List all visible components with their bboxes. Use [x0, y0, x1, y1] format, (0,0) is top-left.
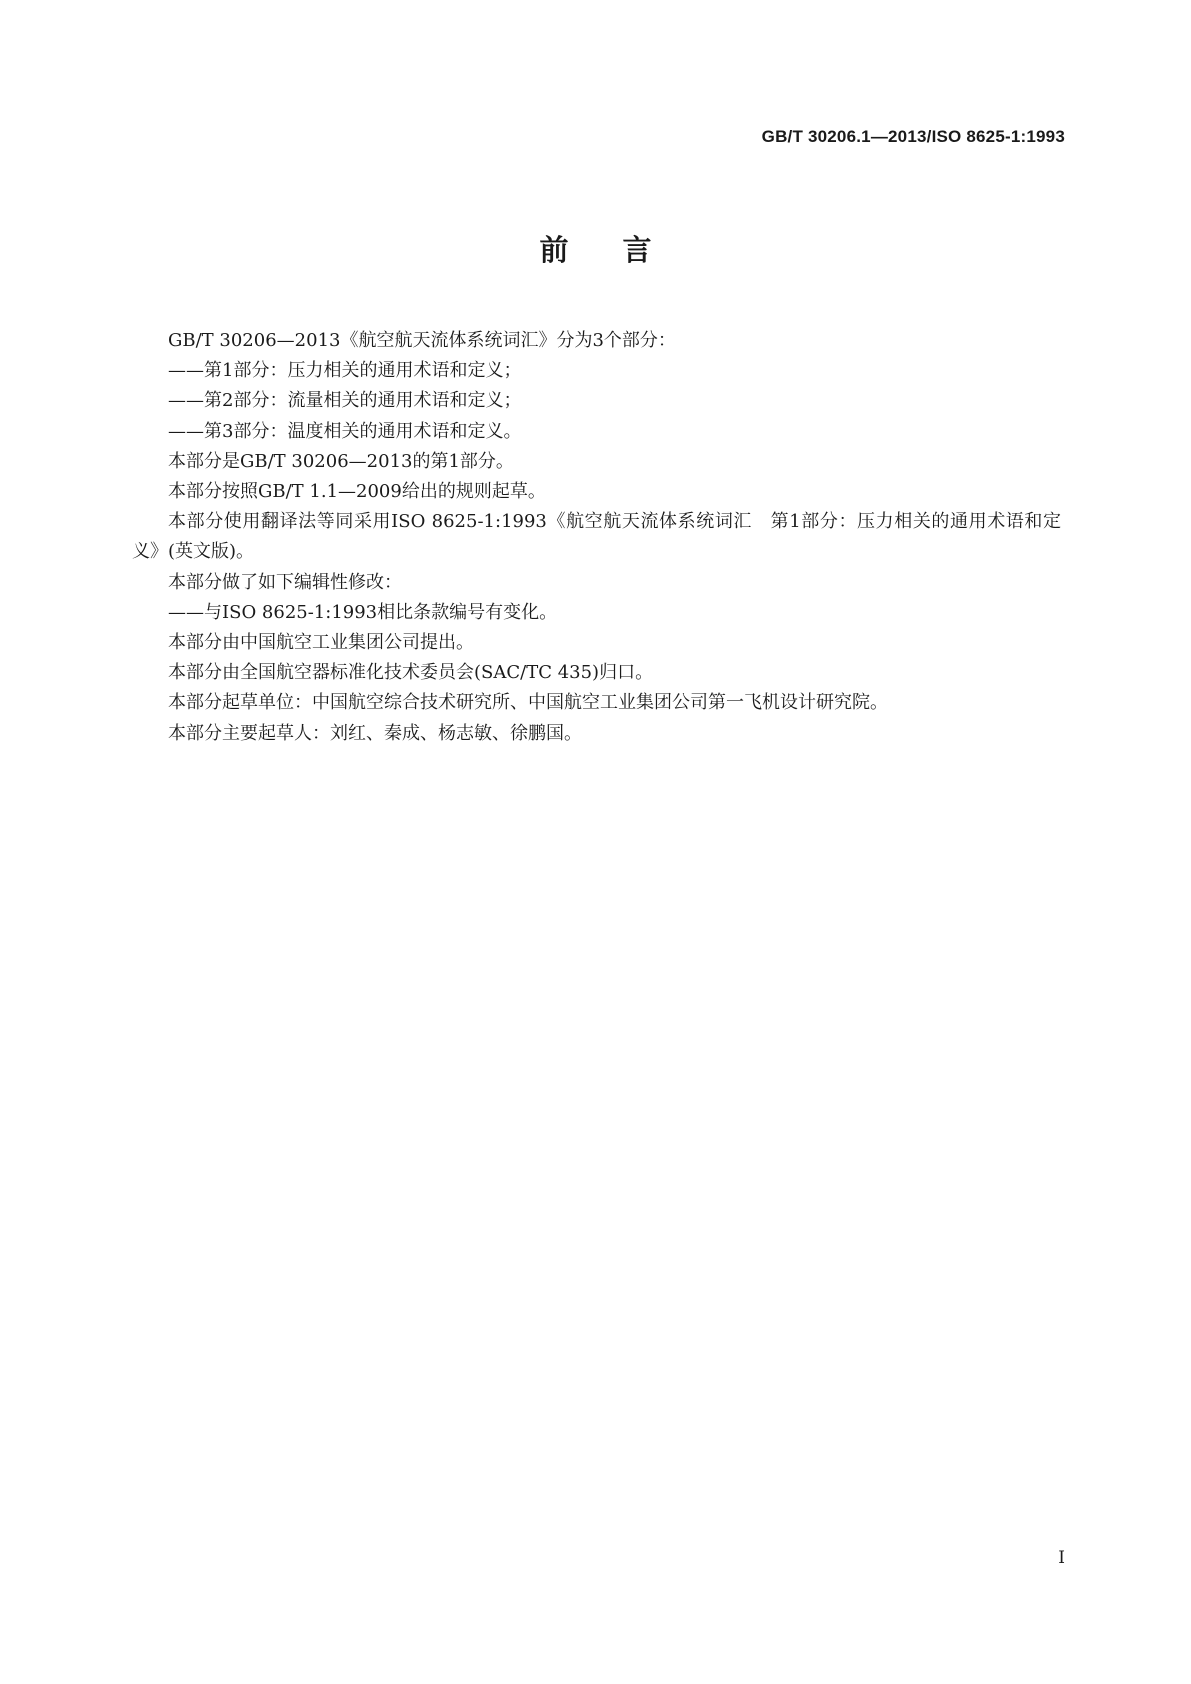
paragraph-parts-intro: GB/T 30206—2013《航空航天流体系统词汇》分为3个部分： — [168, 330, 676, 351]
paragraph-part-2: ——第2部分：流量相关的通用术语和定义； — [168, 390, 522, 412]
standard-code-header: GB/T 30206.1—2013/ISO 8625-1:1993 — [761, 127, 1065, 146]
paragraph-drafting-rules: 本部分按照GB/T 1.1—2009给出的规则起草。 — [168, 481, 546, 503]
page-title: 前言 — [539, 233, 706, 267]
paragraph-drafting-units: 本部分起草单位：中国航空综合技术研究所、中国航空工业集团公司第一飞机设计研究院。 — [168, 692, 888, 714]
paragraph-part-1: ——第1部分：压力相关的通用术语和定义； — [168, 360, 522, 382]
paragraph-drafters: 本部分主要起草人：刘红、秦成、杨志敏、徐鹏国。 — [168, 722, 582, 744]
paragraph-committee: 本部分由全国航空器标准化技术委员会(SAC/TC 435)归口。 — [168, 662, 654, 684]
paragraph-edits-intro: 本部分做了如下编辑性修改： — [168, 571, 402, 593]
page-number: I — [1058, 1548, 1065, 1568]
paragraph-edit-item: ——与ISO 8625-1:1993相比条款编号有变化。 — [168, 601, 558, 623]
paragraph-part-3: ——第3部分：温度相关的通用术语和定义。 — [168, 420, 522, 442]
paragraph-proposer: 本部分由中国航空工业集团公司提出。 — [168, 632, 474, 654]
paragraph-this-part: 本部分是GB/T 30206—2013的第1部分。 — [168, 450, 514, 472]
paragraph-adoption: 本部分使用翻译法等同采用ISO 8625-1:1993《航空航天流体系统词汇 第1部分：压力相关的通用术语和定义》(英文版)。 — [132, 511, 1061, 563]
foreword-body — [132, 326, 1061, 749]
